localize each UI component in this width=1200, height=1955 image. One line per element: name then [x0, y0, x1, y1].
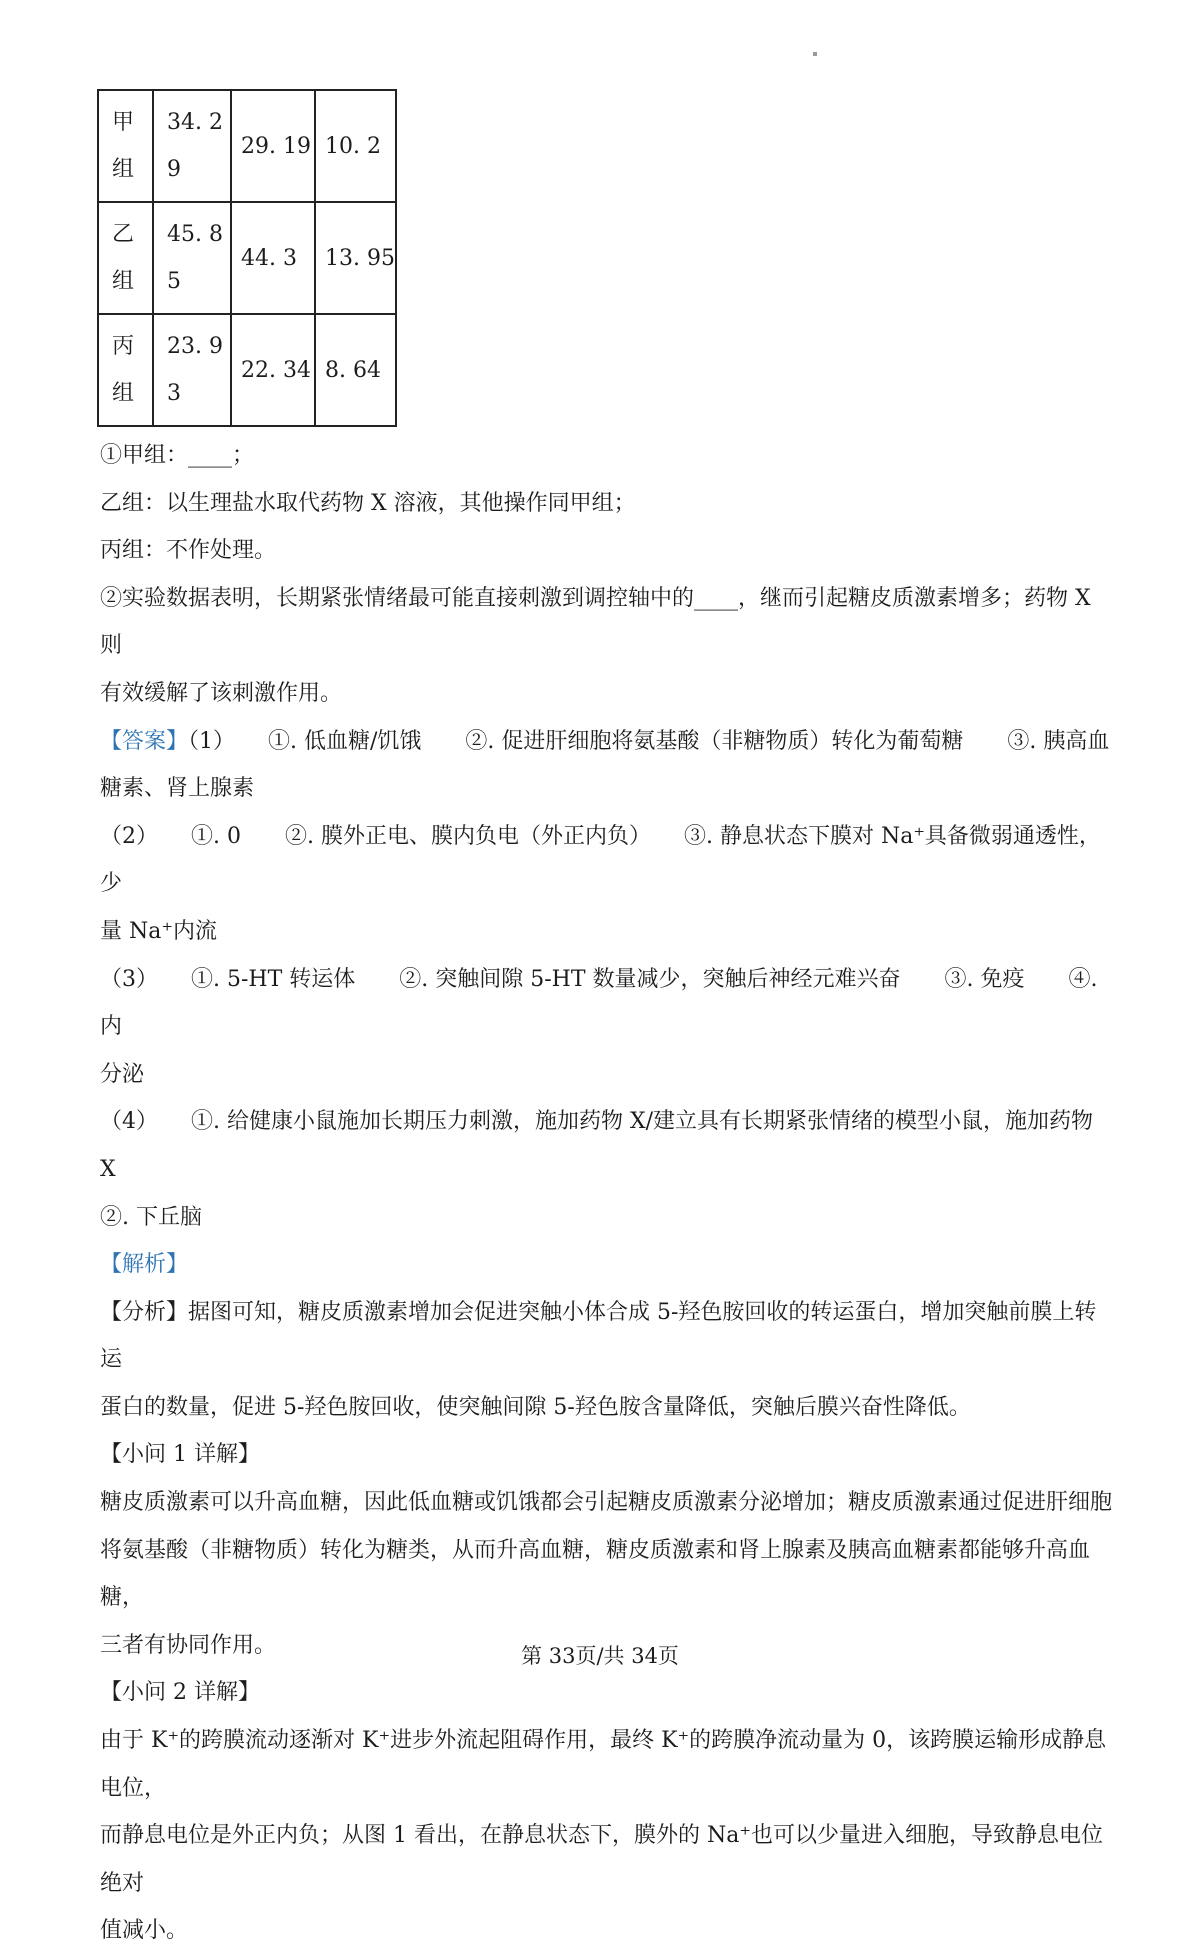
- analysis-line: [100, 1384, 1112, 1432]
- table-cell-value: 44. 3: [231, 202, 315, 314]
- table-cell-group: 丙组: [98, 314, 153, 426]
- line-text: （3） ①. 5-HT 转运体 ②. 突触间隙 5-HT 数量减少，突触后神经元难兴奋 ③. 免疫 ④. 内: [100, 966, 1105, 1040]
- line-text: （4） ①. 给健康小鼠施加长期压力刺激，施加药物 X/建立具有长期紧张情绪的模型小鼠，施加药物 X: [100, 1109, 1101, 1182]
- line-text: 而静息电位是外正内负；从图 1 看出，在静息状态下，膜外的 Na⁺也可以少量进入细胞，导致静息电位绝对: [100, 1823, 1103, 1896]
- analysis-line: [100, 1812, 1112, 1907]
- question-line: [100, 432, 1112, 480]
- subquestion-2-header: [100, 1669, 1112, 1717]
- line-text: 糖皮质激素可以升高血糖，因此低血糖或饥饿都会引起糖皮质激素分泌增加；糖皮质激素通过促进肝细胞: [100, 1490, 1113, 1516]
- answer-line: [100, 813, 1112, 908]
- line-text: 值减小。: [100, 1918, 189, 1944]
- table-cell-value: 34. 29: [153, 90, 231, 202]
- line-text: ②. 下丘脑: [100, 1204, 202, 1230]
- line-text: 量 Na⁺内流: [100, 918, 217, 944]
- analysis-line: [100, 1717, 1112, 1812]
- question-line: [100, 670, 1112, 718]
- table-row: [98, 90, 396, 202]
- line-text: 有效缓解了该刺激作用。: [100, 680, 343, 706]
- line-text: 三者有协同作用。: [100, 1632, 277, 1658]
- line-text: 蛋白的数量，促进 5-羟色胺回收，使突触间隙 5-羟色胺含量降低，突触后膜兴奋性降低。: [100, 1394, 971, 1420]
- experiment-data-table: [97, 89, 397, 427]
- line-text: 【小问 1 详解】: [100, 1442, 260, 1468]
- answer-line: [100, 1051, 1112, 1099]
- table-cell-group: 乙组: [98, 202, 153, 314]
- answer-line: [100, 1194, 1112, 1242]
- line-text: 乙组：以生理盐水取代药物 X 溶液，其他操作同甲组；: [100, 490, 636, 516]
- table-row: [98, 202, 396, 314]
- table-cell-value: 22. 34: [231, 314, 315, 426]
- line-text: （2） ①. 0 ②. 膜外正电、膜内负电（外正内负） ③. 静息状态下膜对 Na⁺具备微弱通透性，少: [100, 823, 1101, 897]
- answer-line: [100, 908, 1112, 956]
- analysis-label: 【解析】: [100, 1252, 189, 1278]
- subquestion-1-header: [100, 1431, 1112, 1479]
- line-text: 糖素、肾上腺素: [100, 776, 255, 802]
- line-text: 将氨基酸（非糖物质）转化为糖类，从而升高血糖，糖皮质激素和肾上腺素及胰高血糖素都能够升高血糖，: [100, 1537, 1091, 1611]
- line-text: 【分析】据图可知，糖皮质激素增加会促进突触小体合成 5-羟色胺回收的转运蛋白，增加突触前膜上转运: [100, 1299, 1097, 1373]
- table-cell-value: 45. 85: [153, 202, 231, 314]
- answer-line: [100, 718, 1112, 766]
- line-text: 丙组：不作处理。: [100, 538, 277, 564]
- line-text: ②实验数据表明，长期紧张情绪最可能直接刺激到调控轴中的____，继而引起糖皮质激素增多；药物 X 则: [100, 585, 1098, 659]
- line-text: 【小问 2 详解】: [100, 1680, 260, 1706]
- answer-line: [100, 765, 1112, 813]
- line-text: ①甲组：____；: [100, 443, 255, 468]
- table-row: [98, 314, 396, 426]
- answer-label: 【答案】: [100, 728, 189, 754]
- question-line: [100, 575, 1112, 670]
- line-text: 分泌: [100, 1061, 145, 1087]
- analysis-header-line: [100, 1241, 1112, 1289]
- line-text: 由于 K⁺的跨膜流动逐渐对 K⁺进步外流起阻碍作用，最终 K⁺的跨膜净流动量为 0，该跨膜运输形成静息电位，: [100, 1728, 1107, 1801]
- question-line: [100, 480, 1112, 528]
- analysis-line: [100, 1907, 1112, 1955]
- table-cell-value: 23. 93: [153, 314, 231, 426]
- analysis-line: [100, 1479, 1112, 1527]
- answer-line: [100, 1098, 1112, 1193]
- table-cell-value: 8. 64: [315, 314, 396, 426]
- document-body: [100, 432, 1112, 1955]
- answer-line: [100, 956, 1112, 1051]
- question-line: [100, 527, 1112, 575]
- table-cell-value: 13. 95: [315, 202, 396, 314]
- page-speck: [813, 52, 817, 56]
- table-cell-group: 甲组: [98, 90, 153, 202]
- page-number-footer: 第 33页/共 34页: [521, 1644, 679, 1668]
- table-cell-value: 10. 2: [315, 90, 396, 202]
- analysis-line: [100, 1527, 1112, 1622]
- line-text: （1） ①. 低血糖/饥饿 ②. 促进肝细胞将氨基酸（非糖物质）转化为葡萄糖 ③. 胰高血: [188, 728, 1110, 754]
- table-cell-value: 29. 19: [231, 90, 315, 202]
- analysis-line: [100, 1289, 1112, 1384]
